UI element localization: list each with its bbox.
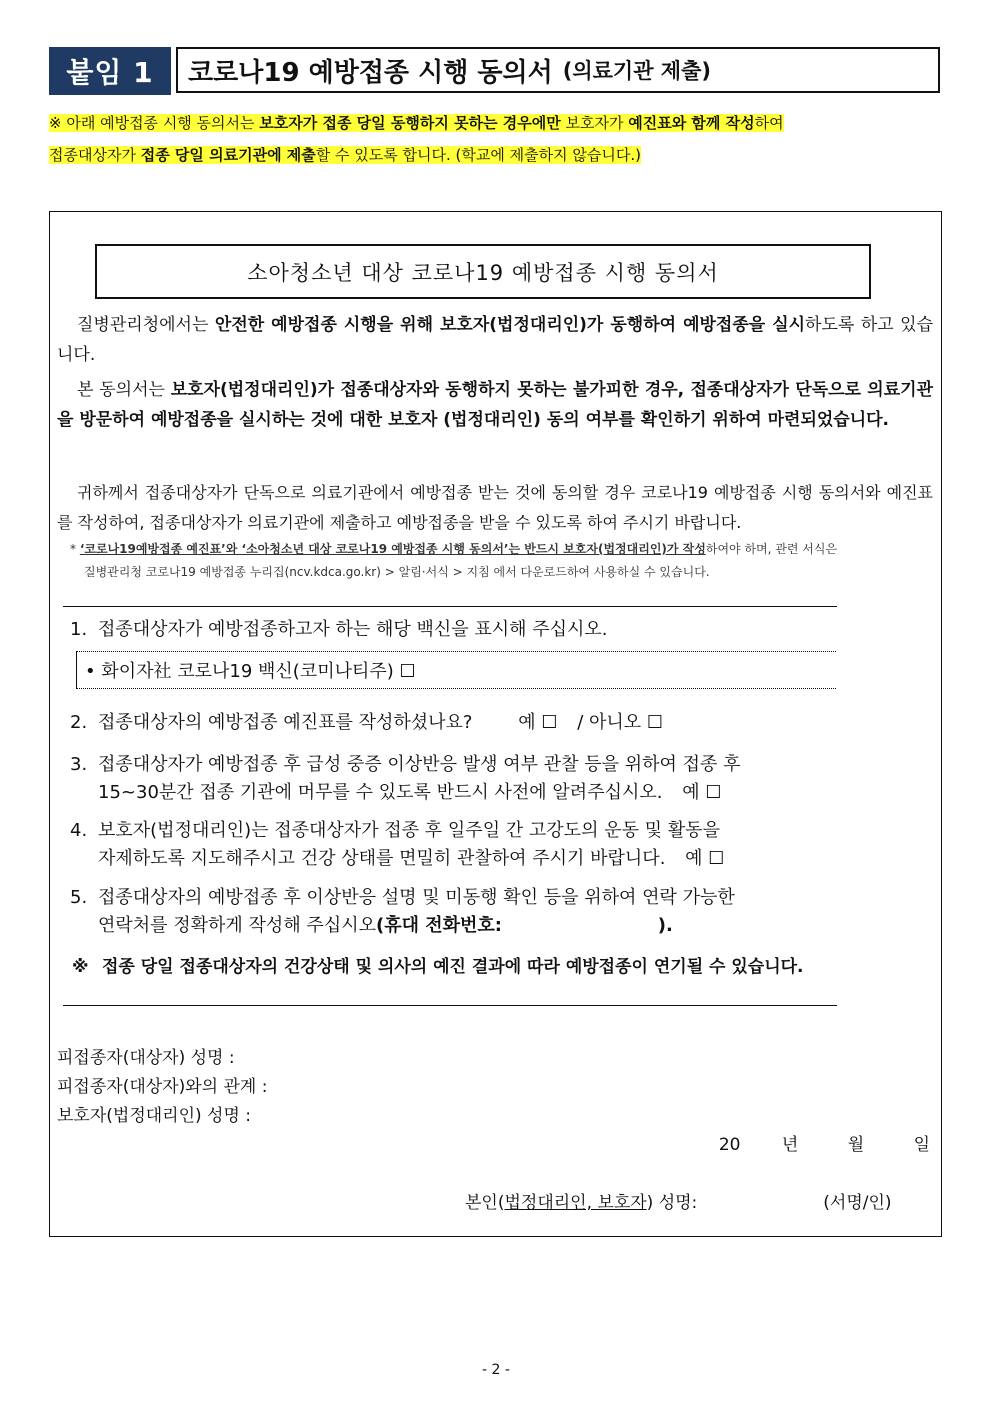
vaccine-checkbox-label[interactable]: • 화이자社 코로나19 백신(코미나티주) ☐: [85, 661, 416, 682]
q3-yes-checkbox[interactable]: 예 ☐: [682, 782, 722, 803]
question-text: 연락처를 정확하게 작성해 주십시오: [98, 915, 376, 936]
question-number: 3.: [70, 754, 88, 775]
footnote-line-1: [70, 538, 837, 561]
intro-paragraph-3: 귀하께서 접종대상자가 단독으로 의료기관에서 예방접종 받는 것에 동의할 경우 코로나19 예방접종 시행 동의서와 예진표를 작성하여, 접종대상자가 의료기관에 제출하고 예방접종을 받을 수 있도록 하여 주시기 바랍니다.: [57, 483, 933, 532]
question-number: 4.: [70, 820, 88, 841]
question-text: 보호자(법정대리인)는 접종대상자가 접종 후 일주일 간 고강도의 운동 및 활동을: [98, 820, 720, 841]
question-5: [70, 884, 830, 940]
paragraph-text: 보호자(법정대리인)가 접종대상자와 동행하지 못하는 불가피한 경우, 접종대상자가 단독으로 의료기관을 방문하여 예방접종을 실시하는 것에 대한 보호자 (법정대리인) 동의 여부를 확인하기 위하여 마련되었습니다.: [57, 380, 933, 430]
recipient-name-field[interactable]: 피접종자(대상자) 성명 :: [57, 1048, 235, 1068]
question-text-cont: [70, 912, 830, 940]
q4-yes-checkbox[interactable]: 예 ☐: [685, 848, 725, 869]
vaccine-option[interactable]: [76, 651, 836, 689]
self-sign-label: ) 성명:: [646, 1193, 698, 1213]
paragraph-text: 하도록 하고 있습니다.: [57, 315, 934, 365]
document-title-sub: (의료기관 제출): [562, 59, 711, 83]
paragraph-text: 본 동의서는: [77, 380, 171, 400]
notice-text: 접종 당일 의료기관에 제출: [140, 146, 316, 164]
warning-mark: ※: [72, 957, 89, 977]
footnote-text: 하여야 하며, 관련 서식은: [705, 542, 838, 556]
question-number: 1.: [70, 619, 88, 640]
notice-line-1: [49, 113, 784, 133]
notice-text: ※ 아래 예방접종 시행 동의서는: [49, 114, 260, 132]
notice-text: 예진표와 함께 작성: [628, 114, 755, 132]
q2-yes-checkbox[interactable]: 예 ☐: [518, 712, 558, 733]
question-2: [70, 709, 830, 737]
q2-no-checkbox[interactable]: / 아니오 ☐: [577, 712, 664, 733]
phone-close: ).: [657, 915, 673, 936]
question-4: [70, 817, 830, 873]
consent-form-title: 소아청소년 대상 코로나19 예방접종 시행 동의서: [95, 244, 871, 299]
footnote-text: ‘코로나19예방접종 예진표’와 ‘소아청소년 대상 코로나19 예방접종 시행 동의서’는 반드시 보호자(법정대리인)가 작성: [79, 542, 706, 556]
date-month-unit: 월: [847, 1135, 865, 1155]
notice-text: 보호자가: [560, 114, 629, 132]
notice-text: 접종대상자가: [49, 146, 141, 164]
warning-note: [72, 954, 830, 980]
divider-bottom: [63, 1005, 837, 1006]
date-year: 20: [718, 1135, 741, 1155]
warning-text: 접종 당일 접종대상자의 건강상태 및 의사의 예진 결과에 따라 예방접종이 연기될 수 있습니다.: [102, 957, 804, 977]
notice-text: 보호자가 접종 당일 동행하지 못하는 경우에만: [259, 114, 561, 132]
self-signature-field[interactable]: [465, 1188, 892, 1213]
notice-text: 할 수 있도록 합니다. (학교에 제출하지 않습니다.): [315, 146, 641, 164]
intro-paragraph-1: [57, 310, 933, 370]
question-text-cont: [70, 779, 830, 807]
question-text: 자제하도록 지도해주시고 건강 상태를 면밀히 관찰하여 주시기 바랍니다.: [98, 848, 666, 869]
question-3: [70, 751, 830, 807]
phone-label: (휴대 전화번호:: [375, 915, 503, 936]
date-day-unit: 일: [913, 1135, 930, 1155]
date-year-unit: 년: [781, 1135, 799, 1155]
question-number: 2.: [70, 712, 88, 733]
question-text: 접종대상자가 예방접종 후 급성 중증 이상반응 발생 여부 관찰 등을 위하여 접종 후: [98, 754, 741, 775]
question-text: 15~30분간 접종 기관에 머무를 수 있도록 반드시 사전에 알려주십시오.: [98, 782, 663, 803]
paragraph-text: 질병관리청에서는: [77, 315, 215, 335]
self-sign-label: 본인(: [465, 1193, 505, 1213]
intro-paragraph-2: [57, 375, 933, 435]
question-text-cont: [70, 845, 830, 873]
attachment-badge: 붙임 1: [49, 47, 171, 95]
question-text: 접종대상자의 예방접종 후 이상반응 설명 및 미동행 확인 등을 위하여 연락 가능한: [98, 887, 735, 908]
paragraph-text: 안전한 예방접종 시행을 위해 보호자(법정대리인)가 동행하여 예방접종을 실시: [214, 315, 806, 335]
question-1: [70, 616, 830, 644]
notice-line-2: [49, 145, 641, 165]
page-number: - 2 -: [482, 1362, 510, 1378]
document-title-main: 코로나19 예방접종 시행 동의서: [188, 57, 553, 88]
question-number: 5.: [70, 887, 88, 908]
self-sign-label: 법정대리인, 보호자: [504, 1193, 647, 1213]
date-field[interactable]: [719, 1130, 930, 1155]
recipient-relation-field[interactable]: 피접종자(대상자)와의 관계 :: [57, 1077, 268, 1097]
question-text: 접종대상자의 예방접종 예진표를 작성하셨나요?: [98, 712, 473, 733]
guardian-name-field[interactable]: 보호자(법정대리인) 성명 :: [57, 1106, 252, 1126]
footnote-line-2: 질병관리청 코로나19 예방접종 누리집(ncv.kdca.go.kr) > 알림·서식 > 지침 에서 다운로드하여 사용하실 수 있습니다.: [84, 565, 710, 579]
footnote-text: *: [70, 542, 80, 556]
document-title: [176, 47, 940, 93]
divider-top: [63, 606, 837, 607]
notice-text: 하여: [754, 114, 784, 132]
question-text: 접종대상자가 예방접종하고자 하는 해당 백신을 표시해 주십시오.: [98, 619, 608, 640]
seal-label: (서명/인): [823, 1193, 892, 1213]
